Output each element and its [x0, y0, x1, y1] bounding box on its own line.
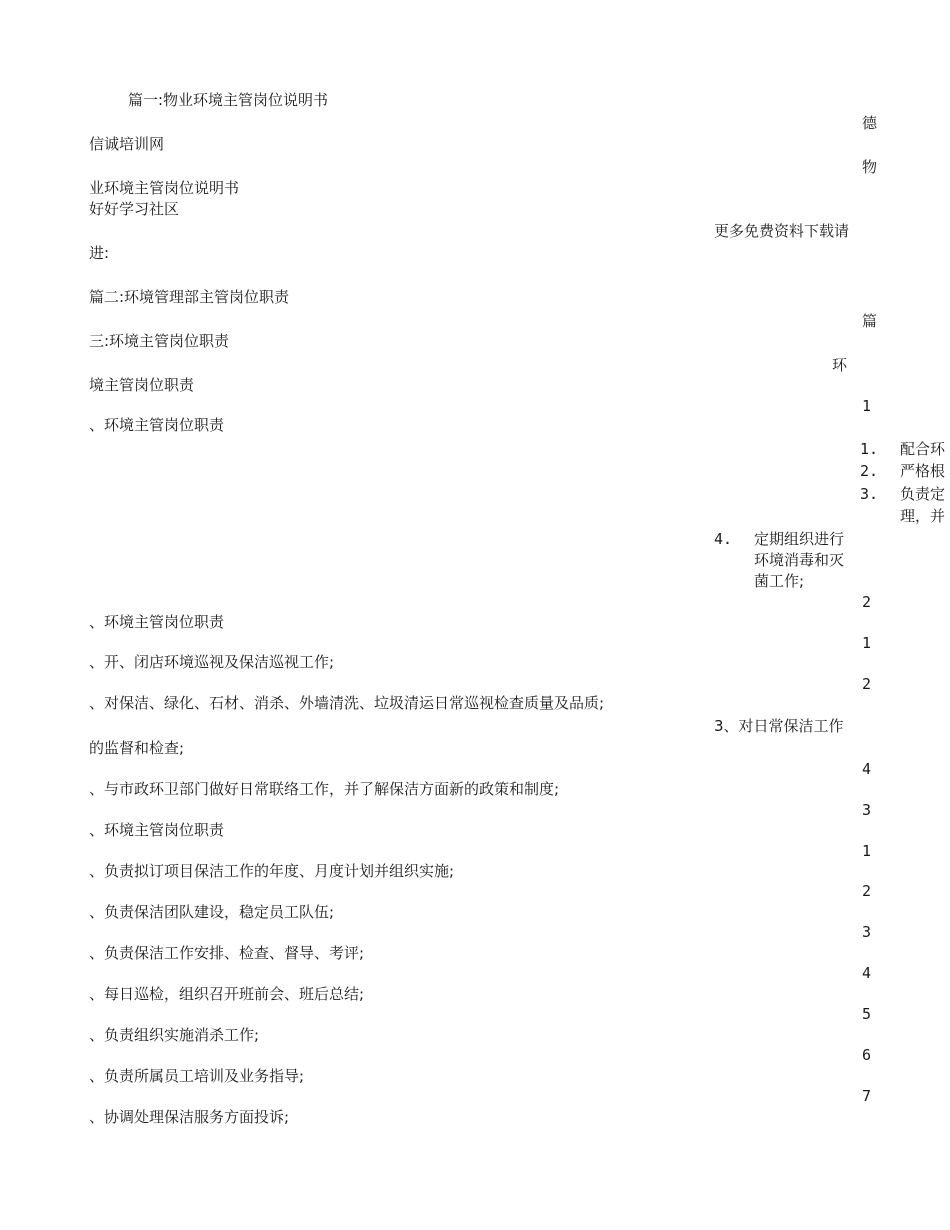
list-number: 1: [862, 842, 872, 860]
list-number: 6: [862, 1046, 872, 1064]
doc-title: 篇一:物业环境主管岗位说明书: [128, 91, 329, 109]
list-number: 3: [862, 923, 872, 941]
text-fragment: 更多免费资料下载请: [714, 222, 850, 240]
list-number: 4: [862, 964, 872, 982]
text-line: 、对保洁、绿化、石材、消杀、外墙清洗、垃圾清运日常巡视检查质量及品质;: [89, 694, 605, 712]
text-line: 、环境主管岗位职责: [89, 613, 225, 631]
section-heading: 篇二:环境管理部主管岗位职责: [89, 288, 290, 306]
list-item-text: 菌工作;: [754, 572, 805, 590]
list-item-text: 定期组织进行: [754, 530, 845, 548]
text-fragment: 物: [862, 158, 878, 176]
list-number: 5: [862, 1005, 872, 1023]
list-number: 1: [862, 634, 872, 652]
list-number: 1.: [860, 440, 879, 458]
list-number: 3: [862, 801, 872, 819]
text-line: 、负责组织实施消杀工作;: [89, 1026, 260, 1044]
text-fragment: 环: [832, 356, 848, 374]
list-number: 3.: [860, 485, 879, 503]
list-number: 2: [862, 675, 872, 693]
section-heading: 三:环境主管岗位职责: [89, 332, 230, 350]
list-number: 1: [862, 397, 872, 415]
text-line: 、负责所属员工培训及业务指导;: [89, 1067, 305, 1085]
text-line: 信诚培训网: [89, 135, 165, 153]
text-fragment: 德: [862, 114, 878, 132]
text-line: 、协调处理保洁服务方面投诉;: [89, 1108, 290, 1126]
list-item-text: 负责定: [900, 485, 946, 503]
text-line: 、每日巡检，组织召开班前会、班后总结;: [89, 985, 365, 1003]
text-fragment: 3、对日常保洁工作: [714, 717, 844, 735]
list-number: 4: [862, 760, 872, 778]
list-number: 4.: [714, 530, 733, 548]
text-line: 、负责拟订项目保洁工作的年度、月度计划并组织实施;: [89, 862, 455, 880]
list-number: 2.: [860, 462, 879, 480]
text-line: 的监督和检查;: [89, 739, 185, 757]
text-line: 、负责保洁工作安排、检查、督导、考评;: [89, 944, 365, 962]
list-number: 2: [862, 882, 872, 900]
list-item-text: 环境消毒和灭: [754, 551, 845, 569]
list-item-text: 配合环: [900, 440, 946, 458]
list-number: 7: [862, 1087, 872, 1105]
text-line: 、环境主管岗位职责: [89, 416, 225, 434]
text-line: 进:: [89, 244, 110, 262]
list-item-text: 严格根: [900, 462, 946, 480]
text-line: 、环境主管岗位职责: [89, 821, 225, 839]
text-line: 、负责保洁团队建设，稳定员工队伍;: [89, 903, 335, 921]
text-line: 好好学习社区: [89, 200, 180, 218]
text-fragment: 篇: [862, 312, 878, 330]
text-line: 、开、闭店环境巡视及保洁巡视工作;: [89, 653, 335, 671]
text-line: 业环境主管岗位说明书: [89, 179, 240, 197]
list-item-text: 理，并: [900, 507, 946, 525]
list-number: 2: [862, 593, 872, 611]
text-line: 境主管岗位职责: [89, 376, 195, 394]
text-line: 、与市政环卫部门做好日常联络工作，并了解保洁方面新的政策和制度;: [89, 780, 560, 798]
